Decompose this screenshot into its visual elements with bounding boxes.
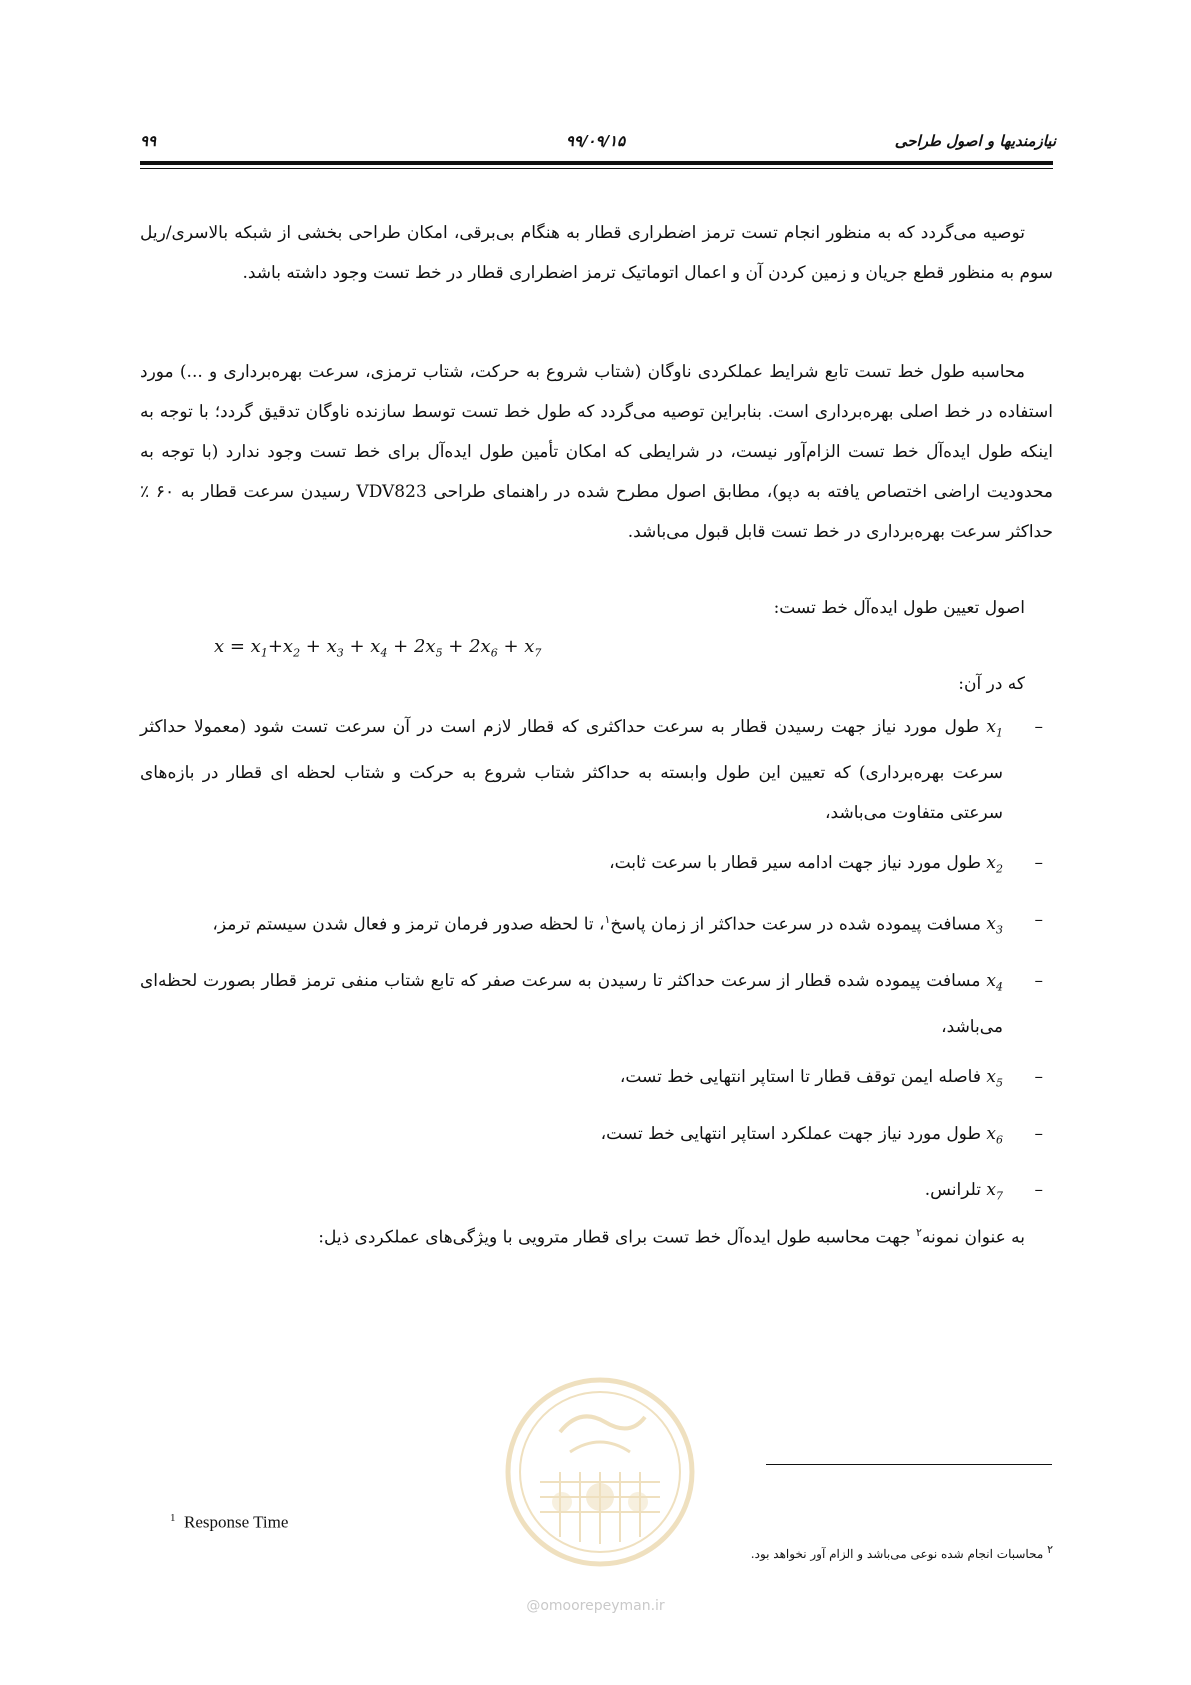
header-rule-thick	[140, 161, 1053, 165]
variable-description: طول مورد نیاز جهت رسیدن قطار به سرعت حداکثری که قطار لازم است در آن سرعت تست شود (معمولا حداکثر سرعت بهره‌برداری) که تعیین این طول وابسته به حداکثر شتاب شروع به حرکت و شتاب لحظه ای قطار در بازه‌های سرعتی متفاوت می‌باشد،	[140, 717, 1003, 824]
variable-symbol: $x_6$	[986, 1123, 1003, 1146]
variable-symbol: $x_1$	[986, 717, 1003, 740]
variable-description: مسافت پیموده شده قطار از سرعت حداکثر تا رسیدن به سرعت صفر که تابع شتاب منفی ترمز قطار بصورت لحظه‌ای می‌باشد،	[140, 970, 1003, 1038]
list-item	[140, 707, 1053, 833]
paragraph-test-track-length: محاسبه طول خط تست تابع شرایط عملکردی ناوگان (شتاب شروع به حرکت، شتاب ترمزی، سرعت بهره‌برداری و ...) مورد استفاده در خط اصلی بهره‌برداری است. بنابراین توصیه می‌گردد که طول خط تست توسط سازنده ناوگان تدقیق گردد؛ با توجه به اینکه طول ایده‌آل خط تست الزام‌آور نیست، در شرایطی که امکان تأمین طول ایده‌آل برای خط تست وجود ندارد (با توجه به محدودیت اراضی اختصاص یافته به دپو)، مطابق اصول مطرح شده در راهنمای طراحی VDV823 رسیدن سرعت قطار به ۶۰ ٪ حداکثر سرعت بهره‌برداری در خط تست قابل قبول می‌باشد.	[140, 362, 1053, 542]
page-number: ۹۹	[140, 132, 157, 150]
list-dash: –	[1034, 717, 1043, 737]
paragraph-where: که در آن:	[958, 674, 1025, 694]
list-item	[140, 961, 1053, 1047]
footnote-2: $^۲$ محاسبات انجام شده نوعی می‌باشد و الزام آور نخواهد بود.	[750, 1543, 1053, 1561]
footnote-1: $^1$ Response Time	[170, 1512, 289, 1532]
footnote-rule	[766, 1464, 1052, 1465]
list-item	[140, 1170, 1053, 1216]
list-dash: –	[1034, 970, 1043, 991]
watermark-logo	[500, 1372, 700, 1572]
header-rule-thin	[140, 168, 1053, 169]
variable-symbol: $x_2$	[986, 853, 1003, 876]
variable-list	[140, 707, 1053, 1226]
variable-description: فاصله ایمن توقف قطار تا استاپر انتهایی خط تست،	[619, 1067, 981, 1088]
variable-symbol: $x_3$	[986, 914, 1003, 937]
variable-description: مسافت پیموده شده در سرعت حداکثر از زمان پاسخ	[610, 914, 981, 935]
list-dash: –	[1034, 853, 1043, 874]
header-title: نیازمندیها و اصول طراحی	[894, 132, 1056, 150]
variable-description: تلرانس.	[924, 1180, 981, 1200]
list-item	[140, 1057, 1053, 1103]
variable-description: طول مورد نیاز جهت ادامه سیر قطار با سرعت ثابت،	[609, 853, 981, 874]
list-item	[140, 843, 1053, 889]
footnote-ref-2[interactable]: ۲	[915, 1226, 922, 1239]
list-dash: –	[1034, 1180, 1043, 1200]
variable-symbol: $x_5$	[986, 1067, 1003, 1090]
footnote-ref-1[interactable]: ۱	[604, 912, 611, 926]
list-dash: –	[1034, 1123, 1043, 1144]
list-dash: –	[1034, 1067, 1043, 1088]
paragraph-principles-heading: اصول تعیین طول ایده‌آل خط تست:	[773, 598, 1025, 618]
paragraph-example: به عنوان نمونه$^۲$ جهت محاسبه طول ایده‌آل خط تست برای قطار مترویی با ویژگی‌های عملکردی ذیل:	[318, 1226, 1025, 1248]
variable-symbol: $x_7$	[986, 1180, 1003, 1203]
watermark-url: @omoorepeyman.ir	[526, 1598, 665, 1614]
header-date: ۹۹/۰۹/۱۵	[565, 132, 626, 150]
variable-symbol: $x_4$	[986, 970, 1004, 994]
length-formula: $x = x_1+x_2 + x_3 + x_4 + 2x_5 + 2x_6 + x_7$	[214, 636, 542, 660]
variable-description: طول مورد نیاز جهت عملکرد استاپر انتهایی خط تست،	[600, 1123, 981, 1144]
variable-description-cont: ، تا لحظه صدور فرمان ترمز و فعال شدن سیستم ترمز،	[212, 914, 605, 935]
list-item	[140, 900, 1053, 951]
paragraph-emergency-brake: توصیه می‌گردد که به منظور انجام تست ترمز اضطراری قطار به هنگام بی‌برقی، امکان طراحی بخشی از شبکه بالاسری/ریل سوم به منظور قطع جریان و زمین کردن آن و اعمال اتوماتیک ترمز اضطراری قطار در خط تست وجود داشته باشد.	[140, 223, 1053, 283]
list-dash: –	[1034, 909, 1043, 930]
list-item	[140, 1114, 1053, 1160]
